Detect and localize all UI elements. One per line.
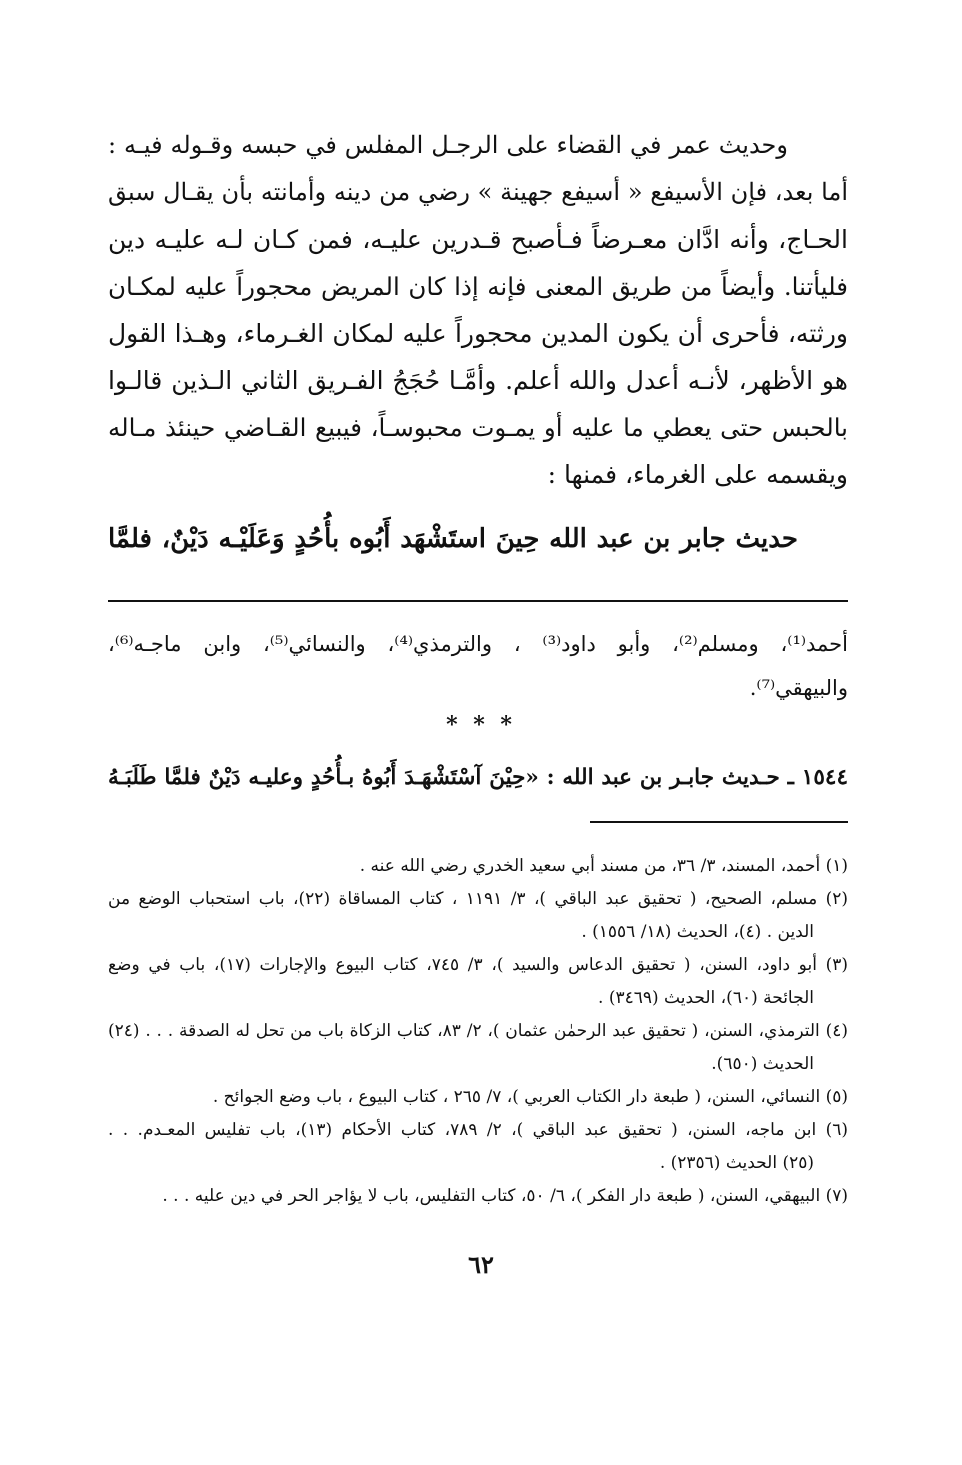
- main-paragraph: [108, 122, 848, 498]
- text-line: ورثته، فأحرى أن يكون المدين محجوراً عليه لمكان الغـرماء، وهـذا القول: [108, 319, 848, 348]
- note-line: والبيهقي⁽⁷⁾.: [749, 676, 848, 700]
- page-number: ٦٢: [468, 1250, 494, 1279]
- footnote-line: (٢) مسلم، الصحيح، ( تحقيق عبد الباقي )، ٣/ ١١٩١ ، كتاب المساقاة (٢٢)، باب استحباب الوضع من: [108, 889, 849, 909]
- text-line: وحديث عمر في القضاء على الرجـل المفلس في حبسه وقـوله فيـه :: [108, 131, 788, 159]
- footnote-line: (٦) ابن ماجه، السنن، ( تحقيق عبد الباقي )، ٢/ ٧٨٩، كتاب الأحكام (١٣)، باب تفليس المعـدم. . .: [108, 1120, 849, 1140]
- text-line: فليأتنا. وأيضاً من طريق المعنى فإنه إذا كان المريض محجوراً عليه لمكـان: [108, 272, 848, 301]
- footnote-line: (١) أحمد، المسند، ٣/ ٣٦، من مسند أبي سعيد الخدري رضي الله عنه .: [359, 856, 848, 876]
- footnote-line: (٥) النسائي، السنن، ( طبعة دار الكتاب العربي )، ٧/ ٢٦٥ ، كتاب البيوع ، باب وضع الجوائح .: [212, 1087, 848, 1107]
- text-line: هو الأظهر، لأنـه أعدل والله أعلم. وأمَّـا حُجَجُ الفـريق الثاني الـذين قالـوا: [108, 366, 848, 395]
- section-separator: * * *: [446, 712, 516, 738]
- footnote-rule: [590, 821, 848, 823]
- footnote-4: [108, 1015, 848, 1081]
- footnote-line: الجائحة (٦٠)، الحديث (٣٤٦٩) .: [598, 988, 814, 1008]
- footnote-3: [108, 949, 848, 1015]
- footnote-line: (٣) أبو داود، السنن، ( تحقيق الدعاس والسيد )، ٣/ ٧٤٥، كتاب البيوع والإجارات (١٧)، باب في وضع: [108, 955, 848, 975]
- note-line: أحمد⁽¹⁾، ومسلم⁽²⁾، وأبو داود⁽³⁾ ، والترمذي⁽⁴⁾، والنسائي⁽⁵⁾، وابن ماجـه⁽⁶⁾،: [108, 632, 848, 656]
- footnotes: [108, 850, 848, 1213]
- footnote-line: (٤) الترمذي، السنن، ( تحقيق عبد الرحمٰن عثمان )، ٢/ ٨٣، كتاب الزكاة باب من تحل له الصدقة . . . (٢٤): [108, 1021, 848, 1041]
- hadith-entry-1544: ١٥٤٤ ـ حـديث جابـر بن عبد الله : «حِيْنَ آسْتَشْهَـدَ أَبُوهُ بـأُحُدٍ وعليـه دَيْنٌ فلمَّا طَلَبَـهُ: [108, 765, 848, 790]
- footnote-2: [108, 883, 848, 949]
- text-line: الحـاج، وأنه ادَّان معـرضاً فـأصبح قـدرين عليـه، فمن كـان لـه عليـه دين: [108, 225, 848, 254]
- footnote-divider: [108, 600, 848, 602]
- text-line: ويقسمه على الغرماء، فمنها :: [547, 460, 848, 489]
- text-line: بالحبس حتى يعطي ما عليه أو يمـوت محبوسـاً، فيبيع القـاضي حينئذ مـاله: [108, 413, 848, 442]
- footnote-7: [108, 1180, 848, 1213]
- footnote-line: الدين . (٤)، الحديث (١٨/ ١٥٥٦) .: [581, 922, 814, 942]
- footnote-line: (٧) البيهقي، السنن، ( طبعة دار الفكر )، ٦/ ٥٠، كتاب التفليس، باب لا يؤاجر الحر في دين عليه . . .: [162, 1186, 848, 1206]
- text-line: أما بعد، فإن الأسيفع « أسيفع جهينة » رضي من دينه وأمانته بأن يقـال سبق: [108, 178, 848, 206]
- footnote-5: [108, 1081, 848, 1114]
- continued-footnote: [108, 622, 848, 710]
- footnote-6: [108, 1114, 848, 1180]
- footnote-line: (٢٥) الحديث (٢٣٥٦) .: [659, 1153, 814, 1173]
- hadith-heading: حديث جابر بن عبد الله حِينَ استَشْهَد أَبُوه بأُحُدٍ وَعَلَيْـه دَيْنٌ، فلمَّا: [108, 524, 798, 554]
- footnote-1: [108, 850, 848, 883]
- footnote-line: الحديث (٦٥٠).: [711, 1054, 814, 1074]
